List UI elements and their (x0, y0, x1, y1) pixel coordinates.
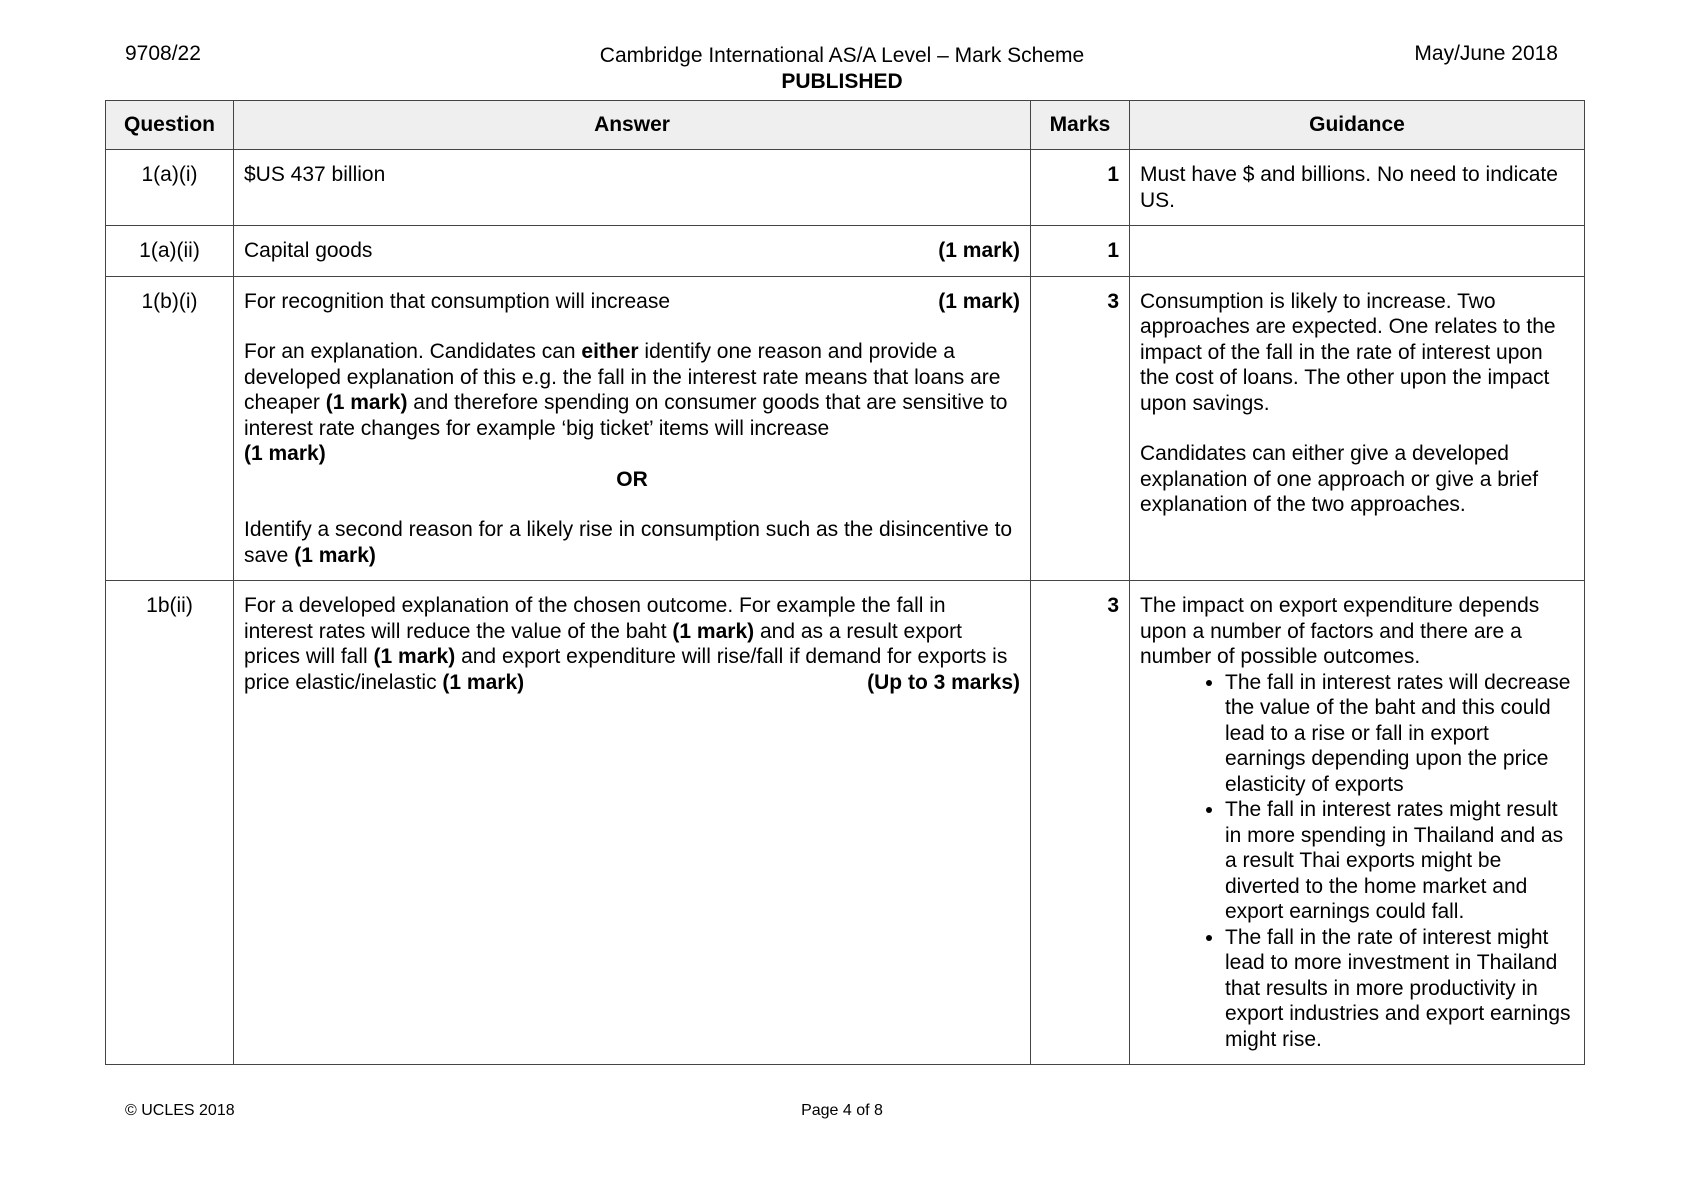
answer-text: Identify a second reason for a likely rise in consumption such as the disincentive to save (244, 518, 1013, 567)
answer-text: and therefore spending on consumer goods that are sensitive to interest rate changes for example ‘big ticket’ items will increase (244, 391, 1008, 440)
answer-paragraph (244, 593, 1020, 695)
mark-allocation-total: (Up to 3 marks) (867, 670, 1020, 694)
mark-allocation: (1 mark) (244, 442, 326, 465)
guidance-bullet: • The fall in interest rates will decrease the value of the baht and this could lead to a rise or fall in export earnings depending upon the price elasticity of exports (1225, 670, 1574, 798)
guidance-paragraph: The impact on export expenditure depends upon a number of factors and there are a number of possible outcomes. (1140, 594, 1540, 668)
table-row (106, 276, 1585, 581)
answer-text: Capital goods (244, 239, 373, 262)
question-number: 1(a)(i) (106, 150, 234, 226)
answer-cell (234, 226, 1031, 277)
answer-paragraph (244, 339, 1020, 467)
marks-cell: 3 (1031, 581, 1130, 1065)
table-row (106, 226, 1585, 277)
answer-cell (234, 276, 1031, 581)
guidance-bullet: • The fall in interest rates might result in more spending in Thailand and as a result Thai exports might be diverted to the home market and export earnings could fall. (1225, 797, 1574, 925)
mark-allocation: (1 mark) (672, 619, 755, 643)
guidance-cell (1130, 226, 1585, 277)
or-separator: OR (616, 467, 648, 491)
guidance-paragraph: Consumption is likely to increase. Two approaches are expected. One relates to the impact of the fall in the rate of interest upon the cost of loans. The other upon the impact upon savings. (1140, 289, 1556, 415)
mark-allocation: (1 mark) (294, 543, 376, 567)
mark-allocation: (1 mark) (373, 645, 456, 668)
question-number: 1(a)(ii) (106, 226, 234, 277)
answer-cell (234, 581, 1031, 1065)
answer-paragraph (244, 517, 1020, 568)
document-code: 9708/22 (125, 42, 201, 65)
page-number: Page 4 of 8 (801, 1102, 883, 1119)
guidance-bullet: • The fall in the rate of interest might lead to more investment in Thailand that results in more productivity in export industries and export earnings might rise. (1225, 925, 1574, 1053)
column-header-guidance: Guidance (1130, 101, 1585, 150)
question-number: 1(b)(i) (106, 276, 234, 581)
guidance-paragraph: Candidates can either give a developed explanation of one approach or give a brief explanation of the two approaches. (1140, 442, 1539, 516)
column-header-question: Question (106, 101, 234, 150)
document-title: Cambridge International AS/A Level – Mark Scheme (599, 44, 1085, 67)
table-row (106, 581, 1585, 1065)
emphasis-text: either (581, 340, 639, 363)
marks-cell: 3 (1031, 276, 1130, 581)
mark-allocation: (1 mark) (938, 239, 1020, 262)
answer-text: For recognition that consumption will increase (244, 289, 671, 313)
answer-text: For a developed explanation of the chosen outcome. For example the fall in interest rates will reduce the value of the baht (244, 594, 946, 643)
column-header-answer: Answer (234, 101, 1031, 150)
guidance-bullet-list (1140, 670, 1574, 1053)
mark-allocation: (1 mark) (938, 289, 1020, 313)
guidance-cell (1130, 276, 1585, 581)
marks-cell: 1 (1031, 226, 1130, 277)
column-header-marks: Marks (1031, 101, 1130, 150)
mark-allocation: (1 mark) (325, 391, 408, 414)
answer-text: and export expenditure will rise/fall if demand for exports is price elastic/inelastic (244, 645, 1008, 694)
mark-allocation: (1 mark) (442, 670, 525, 694)
answer-text: For an explanation. Candidates can (244, 340, 582, 363)
guidance-cell: Must have $ and billions. No need to indicate US. (1130, 150, 1585, 226)
answer-text: identify one reason and provide a developed explanation of this e.g. the fall in the interest rate means that loans are cheaper (244, 340, 1001, 414)
answer-cell: $US 437 billion (234, 150, 1031, 226)
copyright-notice: © UCLES 2018 (125, 1102, 235, 1119)
question-number: 1b(ii) (106, 581, 234, 1065)
marks-cell: 1 (1031, 150, 1130, 226)
table-row (106, 150, 1585, 226)
published-label: PUBLISHED (781, 70, 903, 93)
answer-text: and as a result export prices will fall (244, 619, 962, 668)
table-header-row (106, 101, 1585, 150)
answer-paragraph (244, 289, 1020, 315)
mark-scheme-table (105, 100, 1585, 1065)
exam-session: May/June 2018 (1414, 42, 1558, 65)
guidance-cell (1130, 581, 1585, 1065)
